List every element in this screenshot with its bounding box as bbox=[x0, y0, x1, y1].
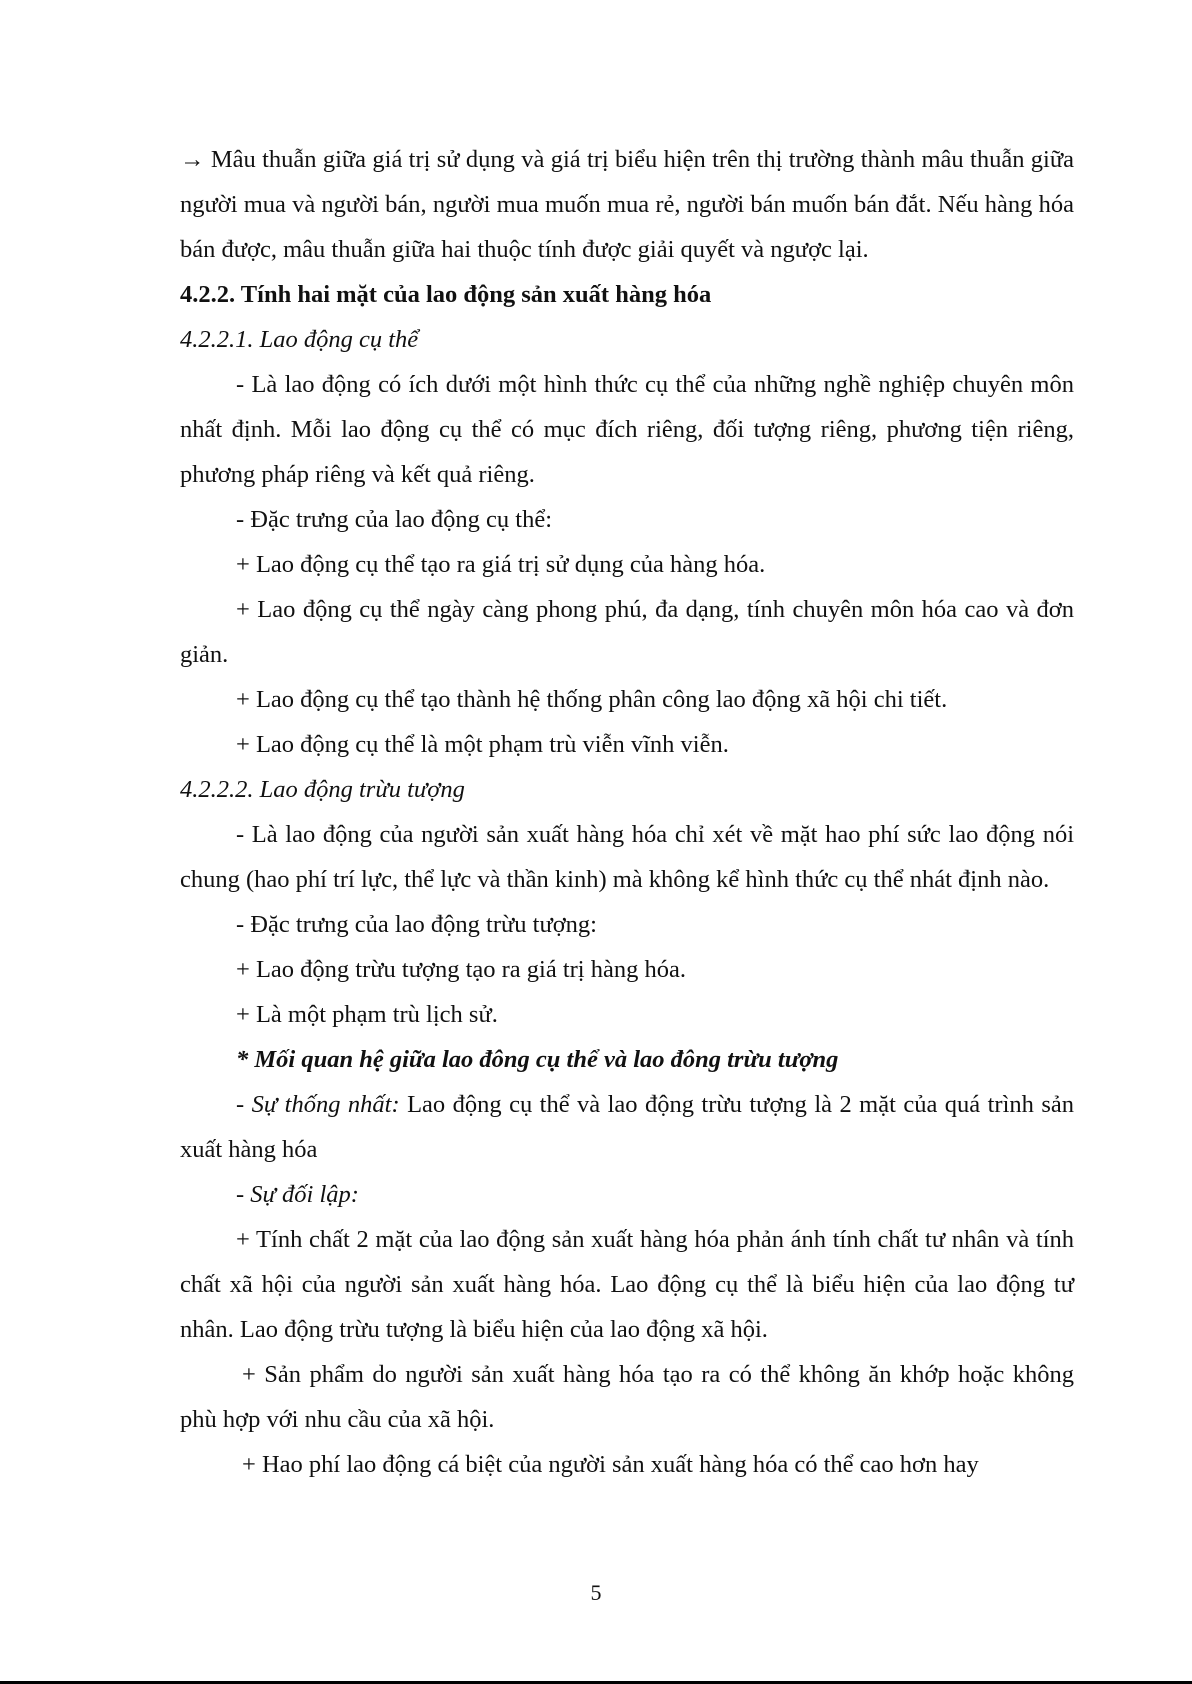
list-item: + Lao động trừu tượng tạo ra giá trị hàng hóa. bbox=[236, 956, 686, 983]
list-item: + Sản phẩm do người sản xuất hàng hóa tạo ra có thể không ăn khớp hoặc không phù hợp với nhu cầu của xã hội. bbox=[180, 1361, 1074, 1433]
paragraph-concrete-labor-definition: - Là lao động có ích dưới một hình thức cụ thể của những nghề nghiệp chuyên môn nhất định. Mỗi lao động cụ thể có mục đích riêng, đối tượng riêng, phương tiện riêng, phương pháp riêng và kết quả riêng. bbox=[180, 371, 1074, 488]
unity-label: - Sự thống nhất: bbox=[236, 1091, 400, 1118]
list-item: + Lao động cụ thể là một phạm trù viễn vĩnh viễn. bbox=[236, 731, 729, 758]
subsection-heading-4-2-2-2: 4.2.2.2. Lao động trừu tượng bbox=[180, 776, 465, 803]
paragraph-abstract-labor-definition: - Là lao động của người sản xuất hàng hóa chỉ xét về mặt hao phí sức lao động nói chung (hao phí trí lực, thể lực và thần kinh) mà không kể hình thức cụ thể nhát định nào. bbox=[180, 821, 1074, 893]
paragraph-concrete-labor-traits: - Đặc trưng của lao động cụ thể: bbox=[236, 506, 553, 533]
list-item: + Lao động cụ thể tạo thành hệ thống phân công lao động xã hội chi tiết. bbox=[236, 686, 948, 713]
unity-text: Lao động cụ thể và lao động trừu tượng là 2 mặt của quá trình sản xuất hàng hóa bbox=[180, 1091, 1074, 1163]
list-item: + Hao phí lao động cá biệt của người sản xuất hàng hóa có thể cao hơn hay bbox=[242, 1451, 979, 1478]
list-item: + Lao động cụ thể tạo ra giá trị sử dụng của hàng hóa. bbox=[236, 551, 766, 578]
list-item: + Là một phạm trù lịch sử. bbox=[236, 1001, 498, 1028]
section-heading-4-2-2: 4.2.2. Tính hai mặt của lao động sản xuất hàng hóa bbox=[180, 281, 712, 308]
page-number: 5 bbox=[590, 1580, 602, 1605]
subsection-heading-4-2-2-1: 4.2.2.1. Lao động cụ thể bbox=[180, 326, 419, 353]
list-item: + Tính chất 2 mặt của lao động sản xuất hàng hóa phản ánh tính chất tư nhân và tính chất xã hội của người sản xuất hàng hóa. Lao động cụ thể là biểu hiện của lao động tư nhân. Lao động trừu tượng là biểu hiện của lao động xã hội. bbox=[180, 1226, 1074, 1343]
paragraph-abstract-labor-traits: - Đặc trưng của lao động trừu tượng: bbox=[236, 911, 597, 938]
page-body bbox=[180, 137, 1074, 1487]
paragraph-opposition: - Sự đối lập: bbox=[236, 1181, 359, 1208]
paragraph-contradiction: → Mâu thuẫn giữa giá trị sử dụng và giá trị biểu hiện trên thị trường thành mâu thuẫn giữa người mua và người bán, người mua muốn mua rẻ, người bán muốn bán đắt. Nếu hàng hóa bán được, mâu thuẫn giữa hai thuộc tính được giải quyết và ngược lại. bbox=[180, 146, 1074, 263]
list-item: + Lao động cụ thể ngày càng phong phú, đa dạng, tính chuyên môn hóa cao và đơn giản. bbox=[180, 596, 1074, 668]
paragraph-unity bbox=[180, 1082, 1074, 1172]
relationship-heading: * Mối quan hệ giữa lao đông cụ thể và lao đông trừu tượng bbox=[236, 1046, 839, 1073]
